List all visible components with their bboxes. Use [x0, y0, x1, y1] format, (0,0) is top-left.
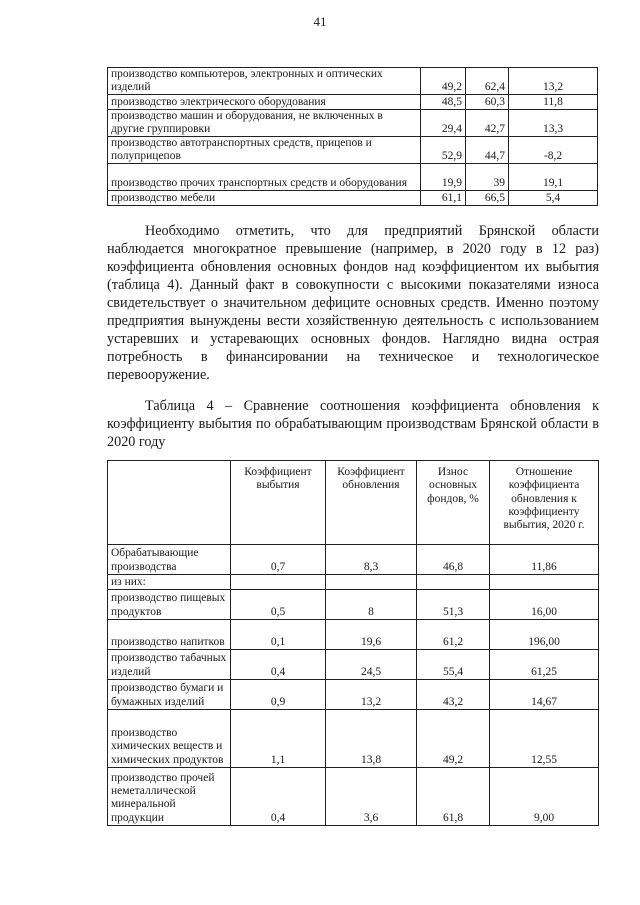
row-name: производство прочей неметаллической минеральной продукции	[108, 768, 231, 826]
cell-value: 12,55	[490, 710, 599, 768]
row-name: производство мебели	[108, 191, 421, 206]
cell-value: 19,6	[326, 620, 417, 650]
header-cell: Коэффициент выбытия	[231, 461, 326, 545]
cell-value: 60,3	[466, 95, 509, 110]
cell-value: 13,2	[326, 680, 417, 710]
row-name: из них:	[108, 575, 231, 590]
cell-value: 51,3	[417, 590, 490, 620]
cell-value: 13,8	[326, 710, 417, 768]
cell-value: 13,3	[509, 110, 598, 137]
cell-value: 49,2	[417, 710, 490, 768]
row-name: производство компьютеров, электронных и оптических изделий	[108, 68, 421, 95]
cell-value: 19,9	[421, 164, 466, 191]
row-name: производство напитков	[108, 620, 231, 650]
table-row	[108, 68, 598, 95]
cell-value: 5,4	[509, 191, 598, 206]
cell-value: 0,4	[231, 650, 326, 680]
cell-value: 62,4	[466, 68, 509, 95]
cell-value: 43,2	[417, 680, 490, 710]
cell-value: 39	[466, 164, 509, 191]
table-row	[108, 95, 598, 110]
table-row	[108, 110, 598, 137]
cell-value	[490, 575, 599, 590]
cell-value: 0,1	[231, 620, 326, 650]
cell-value: 1,1	[231, 710, 326, 768]
table-row	[108, 545, 599, 575]
cell-value: 46,8	[417, 545, 490, 575]
body-paragraph: Необходимо отметить, что для предприятий Брянской области наблюдается многократное превышение (например, в 2020 году в 12 раз) коэффициента обновления основных фондов над коэффициентом их выбытия (таблица 4). Данный факт в совокупности с высокими показателями износа свидетельствует о значительном дефиците основных средств. Именно поэтому предприятия вынуждены вести хозяйственную деятельность с использованием устаревших и устаревающих основных фондов. Наглядно видна острая потребность в финансировании на техническое и технологическое перевооружение.	[107, 223, 599, 383]
cell-value: 196,00	[490, 620, 599, 650]
cell-value: 11,86	[490, 545, 599, 575]
cell-value: 0,9	[231, 680, 326, 710]
cell-value: 8	[326, 590, 417, 620]
cell-value: 11,8	[509, 95, 598, 110]
cell-value: 13,2	[509, 68, 598, 95]
table-row	[108, 590, 599, 620]
cell-value: 61,2	[417, 620, 490, 650]
cell-value: -8,2	[509, 137, 598, 164]
cell-value: 49,2	[421, 68, 466, 95]
row-name: производство автотранспортных средств, прицепов и полуприцепов	[108, 137, 421, 164]
page-number: 41	[313, 14, 327, 29]
cell-value: 42,7	[466, 110, 509, 137]
table-row	[108, 137, 598, 164]
row-name: производство бумаги и бумажных изделий	[108, 680, 231, 710]
row-name: производство пищевых продуктов	[108, 590, 231, 620]
cell-value: 3,6	[326, 768, 417, 826]
table-row	[108, 680, 599, 710]
table-row	[108, 620, 599, 650]
row-name: производство табачных изделий	[108, 650, 231, 680]
cell-value: 61,25	[490, 650, 599, 680]
cell-value: 44,7	[466, 137, 509, 164]
table-row	[108, 650, 599, 680]
row-name: производство электрического оборудования	[108, 95, 421, 110]
table-row	[108, 710, 599, 768]
cell-value: 61,1	[421, 191, 466, 206]
header-cell: Коэффициент обновления	[326, 461, 417, 545]
table-row	[108, 575, 599, 590]
cell-value: 19,1	[509, 164, 598, 191]
cell-value	[417, 575, 490, 590]
cell-value: 16,00	[490, 590, 599, 620]
cell-value: 8,3	[326, 545, 417, 575]
cell-value	[326, 575, 417, 590]
header-cell	[108, 461, 231, 545]
table-row	[108, 191, 598, 206]
table-header-row	[108, 461, 599, 545]
table-caption: Таблица 4 – Сравнение соотношения коэффициента обновления к коэффициенту выбытия по обрабатывающим производствам Брянской области в 2020 году	[107, 398, 599, 450]
cell-value: 0,7	[231, 545, 326, 575]
cell-value: 0,5	[231, 590, 326, 620]
header-cell: Отношение коэффициента обновления к коэффициенту выбытия, 2020 г.	[490, 461, 599, 545]
header-cell: Износ основных фондов, %	[417, 461, 490, 545]
cell-value: 55,4	[417, 650, 490, 680]
row-name: производство машин и оборудования, не включенных в другие группировки	[108, 110, 421, 137]
top-table	[107, 67, 598, 206]
table-row	[108, 164, 598, 191]
cell-value	[231, 575, 326, 590]
cell-value: 29,4	[421, 110, 466, 137]
cell-value: 9,00	[490, 768, 599, 826]
table-row	[108, 768, 599, 826]
cell-value: 61,8	[417, 768, 490, 826]
cell-value: 52,9	[421, 137, 466, 164]
cell-value: 0,4	[231, 768, 326, 826]
cell-value: 24,5	[326, 650, 417, 680]
cell-value: 48,5	[421, 95, 466, 110]
cell-value: 14,67	[490, 680, 599, 710]
row-name: производство прочих транспортных средств и оборудования	[108, 164, 421, 191]
comparison-table	[107, 460, 599, 826]
row-name: Обрабатывающие производства	[108, 545, 231, 575]
row-name: производство химических веществ и химических продуктов	[108, 710, 231, 768]
cell-value: 66,5	[466, 191, 509, 206]
